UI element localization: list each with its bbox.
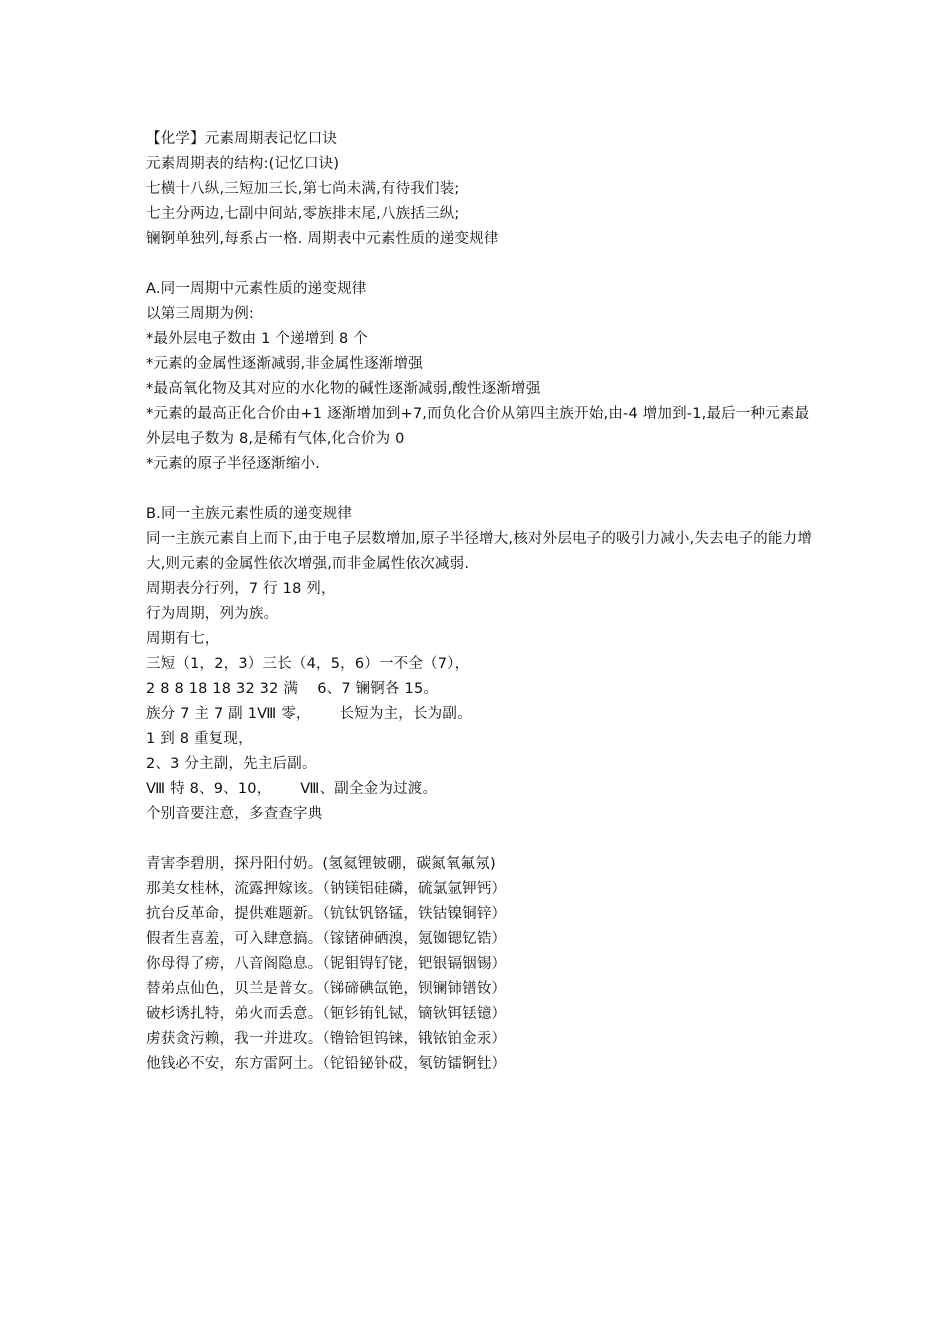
section-b-line: Ⅷ 特 8、9、10， Ⅷ、副全金为过渡。	[146, 781, 438, 797]
section-a-item: *最外层电子数由 1 个递增到 8 个	[146, 331, 368, 347]
mnemonic-line: 青害李碧朋，探丹阳付奶。(氢氦锂铍硼，碳氮氧氟氖)	[146, 856, 496, 872]
section-a-item: *最高氧化物及其对应的水化物的碱性逐渐减弱,酸性逐渐增强	[146, 381, 541, 397]
structure-verse-2: 七主分两边,七副中间站,零族排末尾,八族括三纵;	[146, 206, 460, 222]
section-a-intro: 以第三周期为例:	[146, 306, 254, 322]
document-title: 【化学】元素周期表记忆口诀	[146, 131, 338, 147]
spacer	[146, 477, 818, 502]
section-b-line: 2、3 分主副，先主后副。	[146, 756, 317, 772]
mnemonic-line: 破杉诱扎特，弟火而丢意。（钷钐铕钆铽，镝钬铒铥镱）	[146, 1006, 507, 1022]
section-b-line: 周期表分行列，7 行 18 列，	[146, 581, 336, 597]
mnemonic-line: 假者生喜羞，可入肆意搞。（镓锗砷硒溴，氪铷锶钇锆）	[146, 931, 507, 947]
document-body	[146, 127, 818, 1077]
section-b-paragraph: 同一主族元素自上而下,由于电子层数增加,原子半径增大,核对外层电子的吸引力减小,失去电子的能力增大,则元素的金属性依次增强,而非金属性依次减弱.	[146, 531, 813, 572]
mnemonic-line: 你母得了痨，八音阁隐息。（铌钼锝钌铑，钯银镉铟锡）	[146, 956, 507, 972]
section-a-title: A.同一周期中元素性质的递变规律	[146, 281, 367, 297]
section-b-line: 三短（1，2，3）三长（4，5，6）一不全（7），	[146, 656, 470, 672]
section-b-line: 1 到 8 重复现，	[146, 731, 253, 747]
mnemonic-line: 他钱必不安，东方雷阿土。（铊铅铋钋砹，氡钫镭锕钍）	[146, 1056, 507, 1072]
section-a-item: *元素的金属性逐渐减弱,非金属性逐渐增强	[146, 356, 423, 372]
mnemonic-line: 替弟点仙色，贝兰是普女。（锑碲碘氙铯，钡镧铈镨钕）	[146, 981, 507, 997]
mnemonic-line: 那美女桂林，流露押嫁该。（钠镁铝硅磷，硫氯氩钾钙）	[146, 881, 507, 897]
section-a-item: *元素的原子半径逐渐缩小.	[146, 456, 320, 472]
spacer	[146, 827, 818, 852]
mnemonic-line: 抗台反革命，提供难题新。（钪钛钒铬锰，铁钴镍铜锌）	[146, 906, 507, 922]
section-b-line: 周期有七，	[146, 631, 220, 647]
mnemonic-line: 虏获贪污赖，我一并进攻。（镥铪钽钨铼，锇铱铂金汞）	[146, 1031, 507, 1047]
section-b-line: 2 8 8 18 18 32 32 满 6、7 镧锕各 15。	[146, 681, 439, 697]
section-a-item: *元素的最高正化合价由+1 逐渐增加到+7,而负化合价从第四主族开始,由-4 增加到-1,最后一种元素最外层电子数为 8,是稀有气体,化合价为 0	[146, 406, 810, 447]
structure-verse-1: 七横十八纵,三短加三长,第七尚未满,有待我们装;	[146, 181, 460, 197]
spacer	[146, 252, 818, 277]
section-b-line: 族分 7 主 7 副 1Ⅷ 零， 长短为主，长为副。	[146, 706, 472, 722]
structure-heading: 元素周期表的结构:(记忆口诀)	[146, 156, 340, 172]
structure-verse-3: 镧锕单独列,每系占一格. 周期表中元素性质的递变规律	[146, 231, 499, 247]
section-b-line: 行为周期，列为族。	[146, 606, 279, 622]
section-b-title: B.同一主族元素性质的递变规律	[146, 506, 353, 522]
section-b-line: 个别音要注意，多查查字典	[146, 806, 323, 822]
